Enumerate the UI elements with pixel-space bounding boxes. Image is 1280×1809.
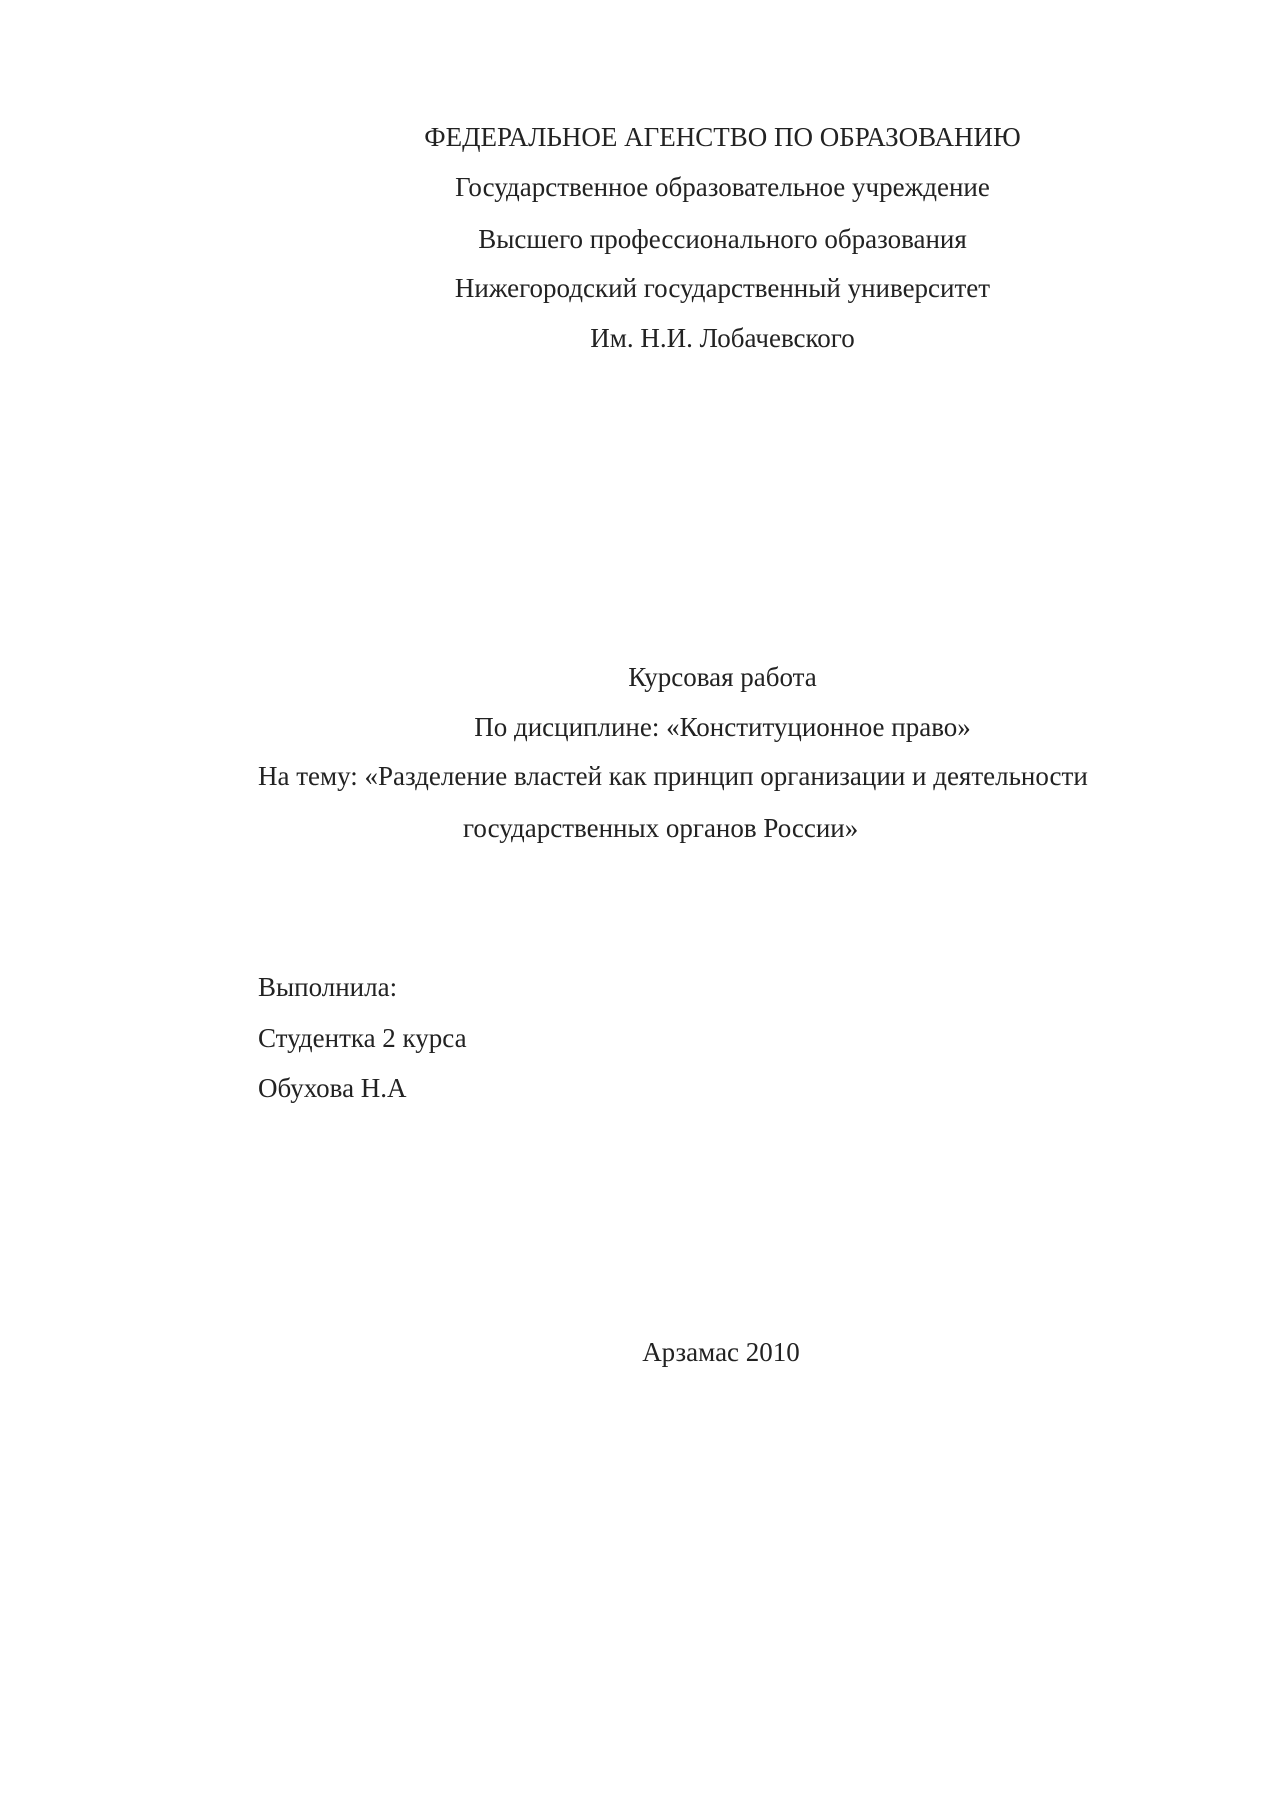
agency-title: ФЕДЕРАЛЬНОЕ АГЕНСТВО ПО ОБРАЗОВАНИЮ [424,122,1021,152]
institution-type: Государственное образовательное учреждение [455,172,990,202]
city-year: Арзамас 2010 [642,1337,800,1367]
education-level: Высшего профессионального образования [478,224,967,254]
work-type: Курсовая работа [628,662,817,692]
author-label: Выполнила: [258,972,398,1002]
university-name: Нижегородский государственный университет [454,273,991,303]
author-status: Студентка 2 курса [258,1023,467,1053]
work-topic-line-1: На тему: «Разделение властей как принцип организации и деятельности [258,761,1088,791]
work-discipline: По дисциплине: «Конституционное право» [474,712,971,742]
university-named-after: Им. Н.И. Лобачевского [590,323,855,353]
author-name: Обухова Н.А [258,1073,407,1103]
work-topic-line-2: государственных органов России» [463,813,859,843]
